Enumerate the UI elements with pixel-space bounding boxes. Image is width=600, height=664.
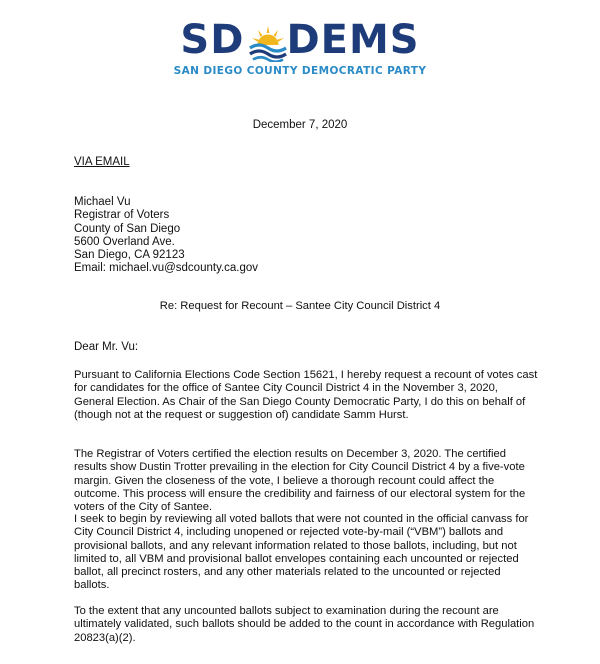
salutation: Dear Mr. Vu: [74, 341, 139, 353]
logo-wordmark [0, 18, 600, 62]
recipient-address [74, 196, 258, 276]
body-paragraph: I seek to begin by reviewing all voted ballots that were not counted in the official canvass for City Council District 4, including unopened or rejected vote-by-mail (“VBM”) ballots and provisional ballots, and any relevant information related to those ballots, including, but not limited to, all VBM and provisional ballot envelopes containing each uncounted or rejected ballot, all precinct rosters, and any other materials related to the uncounted or rejected ballots. [74, 513, 529, 592]
logo-right-text: DEMS [286, 17, 420, 63]
letter-date: December 7, 2020 [252, 119, 348, 131]
recipient-email: Email: michael.vu@sdcounty.ca.gov [74, 262, 259, 275]
sun-wave-icon [247, 22, 289, 62]
body-paragraph: The Registrar of Voters certified the election results on December 3, 2020. The certified results show Dustin Trotter prevailing in the election for City Council District 4 by a five-vote margin. Given the closeness of the vote, I believe a thorough recount could affect the outcome. This process will ensure the credibility and fairness of our electoral system for the voters of the City of Santee. [74, 448, 526, 514]
logo-left-text: SD [180, 17, 245, 63]
party-logo [0, 18, 600, 80]
recipient-name: Michael Vu [74, 196, 131, 208]
recipient-title: Registrar of Voters [74, 209, 170, 222]
recipient-organization: County of San Diego [74, 222, 181, 235]
subject-line: Re: Request for Recount – Santee City Council District 4 [159, 300, 441, 312]
body-paragraph: Pursuant to California Elections Code Section 15621, I hereby request a recount of votes cast for candidates for the office of Santee City Council District 4 in the November 3, 2020, General Election. As Chair of the San Diego County Democratic Party, I do this on behalf of (though not at the request or suggestion of) candidate Samm Hurst. [74, 369, 538, 421]
delivery-method: VIA EMAIL [74, 156, 130, 168]
logo-subtitle: SAN DIEGO COUNTY DEMOCRATIC PARTY [173, 65, 427, 77]
body-paragraph: To the extent that any uncounted ballots subject to examination during the recount are ultimately validated, such ballots should be added to the count in accordance with Regulation 20823(a)(2). [74, 605, 535, 644]
recipient-street: 5600 Overland Ave. [74, 235, 175, 248]
recipient-city: San Diego, CA 92123 [74, 249, 185, 262]
